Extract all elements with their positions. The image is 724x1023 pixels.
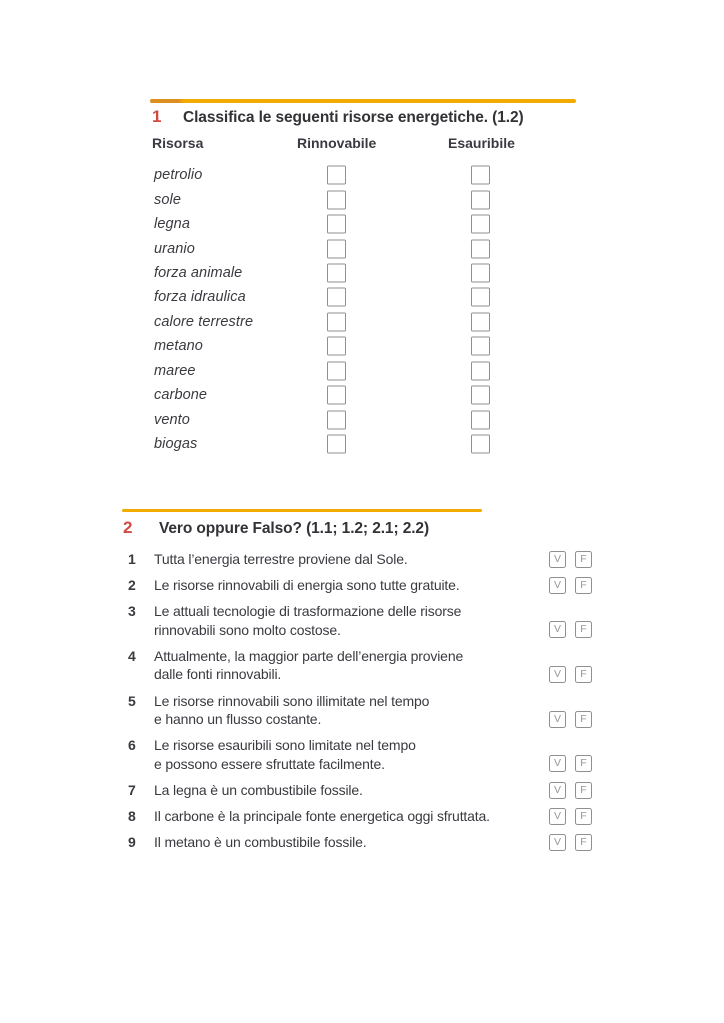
- exercise-title: Classifica le seguenti risorse energetiche. (1.2): [183, 109, 524, 126]
- question-list: [122, 550, 592, 859]
- exhaustible-checkbox[interactable]: [471, 215, 490, 234]
- exercise-number: 2: [123, 518, 133, 537]
- table-row: [150, 285, 576, 309]
- question-row: [122, 576, 592, 595]
- question-line: e hanno un flusso costante.: [154, 711, 322, 728]
- question-row: [122, 807, 592, 826]
- false-checkbox[interactable]: F: [575, 666, 592, 683]
- question-row: [122, 550, 592, 569]
- question-text: [154, 550, 545, 569]
- exercise-2-header: [122, 518, 429, 538]
- resource-label: petrolio: [154, 167, 203, 184]
- question-line: Tutta l’energia terrestre proviene dal Sole.: [154, 551, 408, 567]
- table-row: [150, 187, 576, 211]
- renewable-checkbox[interactable]: [327, 263, 346, 282]
- question-text: [154, 807, 545, 826]
- question-text: [154, 692, 545, 729]
- true-false-boxes: [549, 782, 592, 799]
- renewable-checkbox[interactable]: [327, 190, 346, 209]
- exercise-title: Vero oppure Falso? (1.1; 1.2; 2.1; 2.2): [159, 520, 430, 537]
- true-false-boxes: [549, 834, 592, 851]
- resource-label: forza animale: [154, 264, 243, 281]
- section-divider-line: [122, 509, 482, 512]
- true-false-boxes: [549, 808, 592, 825]
- question-text: [154, 602, 545, 639]
- table-row: [150, 236, 576, 260]
- renewable-checkbox[interactable]: [327, 410, 346, 429]
- false-checkbox[interactable]: F: [575, 551, 592, 568]
- true-checkbox[interactable]: V: [549, 666, 566, 683]
- exhaustible-checkbox[interactable]: [471, 263, 490, 282]
- question-row: [122, 781, 592, 800]
- table-row: [150, 334, 576, 358]
- column-header-renewable: Rinnovabile: [297, 135, 377, 151]
- renewable-checkbox[interactable]: [327, 239, 346, 258]
- table-row: [150, 163, 576, 187]
- false-checkbox[interactable]: F: [575, 711, 592, 728]
- true-checkbox[interactable]: V: [549, 782, 566, 799]
- renewable-checkbox[interactable]: [327, 337, 346, 356]
- exhaustible-checkbox[interactable]: [471, 239, 490, 258]
- question-line: dalle fonti rinnovabili.: [154, 666, 282, 683]
- question-text: [154, 576, 545, 595]
- question-number: 7: [128, 781, 136, 798]
- resource-label: forza idraulica: [154, 289, 246, 306]
- resource-label: calore terrestre: [154, 313, 254, 330]
- question-row: [122, 736, 592, 773]
- resource-label: carbone: [154, 387, 208, 404]
- false-checkbox[interactable]: F: [575, 755, 592, 772]
- table-row: [150, 212, 576, 236]
- exhaustible-checkbox[interactable]: [471, 361, 490, 380]
- true-checkbox[interactable]: V: [549, 711, 566, 728]
- false-checkbox[interactable]: F: [575, 621, 592, 638]
- question-number: 9: [128, 834, 136, 851]
- true-false-boxes: [549, 621, 592, 638]
- question-text: [154, 781, 545, 800]
- exercise-number: 1: [152, 107, 162, 126]
- question-line: Le attuali tecnologie di trasformazione delle risorse: [154, 603, 462, 620]
- resource-label: biogas: [154, 436, 198, 453]
- table-row: [150, 359, 576, 383]
- renewable-checkbox[interactable]: [327, 288, 346, 307]
- table-row: [150, 407, 576, 431]
- true-checkbox[interactable]: V: [549, 808, 566, 825]
- resource-label: vento: [154, 411, 190, 428]
- true-false-boxes: [549, 577, 592, 594]
- question-line: Le risorse esauribili sono limitate nel tempo: [154, 737, 416, 754]
- exhaustible-checkbox[interactable]: [471, 435, 490, 454]
- resource-label: uranio: [154, 240, 195, 257]
- table-row: [150, 310, 576, 334]
- renewable-checkbox[interactable]: [327, 166, 346, 185]
- table-row: [150, 383, 576, 407]
- false-checkbox[interactable]: F: [575, 808, 592, 825]
- false-checkbox[interactable]: F: [575, 782, 592, 799]
- true-false-boxes: [549, 711, 592, 728]
- renewable-checkbox[interactable]: [327, 215, 346, 234]
- exhaustible-checkbox[interactable]: [471, 386, 490, 405]
- true-checkbox[interactable]: V: [549, 577, 566, 594]
- resource-label: sole: [154, 191, 181, 208]
- exhaustible-checkbox[interactable]: [471, 190, 490, 209]
- section-divider-line: [150, 99, 576, 103]
- exercise-1-header: [150, 107, 524, 127]
- question-row: [122, 647, 592, 684]
- question-text: [154, 833, 545, 852]
- question-line: Le risorse rinnovabili di energia sono tutte gratuite.: [154, 577, 460, 594]
- question-text: [154, 647, 545, 684]
- question-line: Attualmente, la maggior parte dell’energia proviene: [154, 647, 464, 664]
- false-checkbox[interactable]: F: [575, 577, 592, 594]
- question-number: 8: [128, 808, 136, 825]
- resource-label: legna: [154, 216, 190, 233]
- renewable-checkbox[interactable]: [327, 361, 346, 380]
- table-row: [150, 261, 576, 285]
- renewable-checkbox[interactable]: [327, 312, 346, 331]
- question-number: 3: [128, 603, 136, 620]
- question-line: e possono essere sfruttate facilmente.: [154, 755, 385, 772]
- true-false-boxes: [549, 666, 592, 683]
- renewable-checkbox[interactable]: [327, 386, 346, 405]
- renewable-checkbox[interactable]: [327, 435, 346, 454]
- exhaustible-checkbox[interactable]: [471, 166, 490, 185]
- false-checkbox[interactable]: F: [575, 834, 592, 851]
- true-checkbox[interactable]: V: [549, 755, 566, 772]
- question-row: [122, 692, 592, 729]
- question-text: [154, 736, 545, 773]
- question-row: [122, 602, 592, 639]
- column-header-exhaustible: Esauribile: [448, 135, 515, 151]
- question-row: [122, 833, 592, 852]
- question-number: 6: [128, 737, 136, 754]
- question-number: 1: [128, 551, 136, 567]
- question-line: rinnovabili sono molto costose.: [154, 621, 341, 638]
- resource-label: metano: [154, 338, 203, 355]
- true-checkbox[interactable]: V: [549, 621, 566, 638]
- question-number: 4: [128, 647, 136, 664]
- true-false-boxes: [549, 551, 592, 568]
- question-line: Il carbone è la principale fonte energetica oggi sfruttata.: [154, 808, 490, 825]
- true-false-boxes: [549, 755, 592, 772]
- question-line: La legna è un combustibile fossile.: [154, 781, 363, 798]
- question-line: Le risorse rinnovabili sono illimitate nel tempo: [154, 692, 430, 709]
- exhaustible-checkbox[interactable]: [471, 410, 490, 429]
- exhaustible-checkbox[interactable]: [471, 337, 490, 356]
- true-checkbox[interactable]: V: [549, 834, 566, 851]
- exhaustible-checkbox[interactable]: [471, 288, 490, 307]
- exhaustible-checkbox[interactable]: [471, 312, 490, 331]
- question-number: 2: [128, 577, 136, 594]
- resource-label: maree: [154, 362, 196, 379]
- column-header-resource: Risorsa: [152, 135, 204, 151]
- resource-table-body: [150, 163, 576, 456]
- question-number: 5: [128, 692, 136, 709]
- question-line: Il metano è un combustibile fossile.: [154, 834, 367, 851]
- table-row: [150, 432, 576, 456]
- true-checkbox[interactable]: V: [549, 551, 566, 568]
